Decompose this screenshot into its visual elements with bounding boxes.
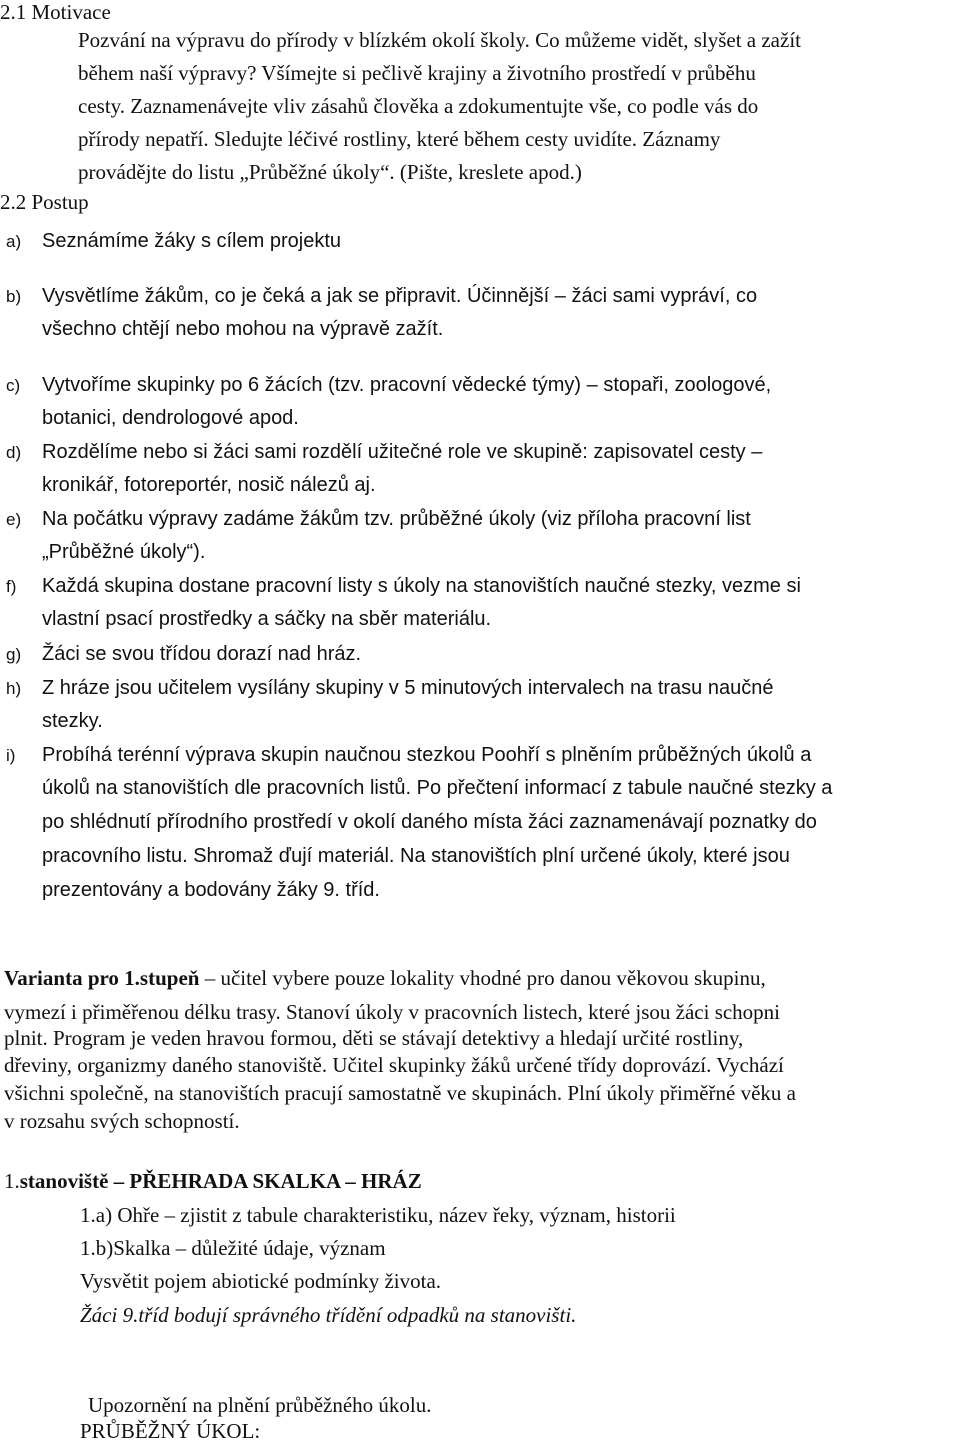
stanoviste-line: 1.a) Ohře – zjistit z tabule charakteristiku, název řeky, význam, historii	[80, 1203, 676, 1227]
list-item-text: Každá skupina dostane pracovní listy s úkoly na stanovištích naučné stezky, vezme si	[42, 575, 801, 597]
list-item-text: Rozdělíme nebo si žáci sami rozdělí užitečné role ve skupině: zapisovatel cesty –	[42, 441, 763, 463]
prubezny-ukol-heading: PRŮBĚŽNÝ ÚKOL:	[80, 1419, 261, 1443]
list-item	[6, 574, 801, 599]
list-item-text: Vytvoříme skupinky po 6 žácích (tzv. pracovní vědecké týmy) – stopaři, zoologové,	[42, 374, 772, 396]
list-item-text: Vysvětlíme žákům, co je čeká a jak se připravit. Účinnější – žáci sami vypráví, co	[42, 285, 758, 307]
list-item	[6, 373, 771, 398]
varianta-line: vymezí i přiměřenou délku trasy. Stanoví úkoly v pracovních listech, které jsou žáci schopni	[4, 1000, 781, 1024]
list-item	[6, 507, 751, 532]
list-item-continuation: botanici, dendrologové apod.	[42, 407, 299, 429]
section-heading-postup: 2.2 Postup	[0, 190, 89, 214]
stanoviste-number: 1.	[4, 1169, 20, 1193]
list-item-continuation: pracovního listu. Shromaž ďují materiál. Na stanovištích plní určené úkoly, které jsou	[42, 845, 790, 867]
list-item-label: c)	[6, 376, 21, 395]
list-item-continuation: úkolů na stanovištích dle pracovních listů. Po přečtení informací z tabule naučné stezky a	[42, 777, 833, 799]
list-item-continuation: vlastní psací prostředky a sáčky na sběr materiálu.	[42, 608, 492, 630]
motivace-line: provádějte do listu „Průběžné úkoly“. (Pište, kreslete apod.)	[78, 160, 582, 184]
stanoviste-line: 1.b)Skalka – důležité údaje, význam	[80, 1236, 386, 1260]
motivace-line: během naší výpravy? Všímejte si pečlivě krajiny a životního prostředí v průběhu	[78, 61, 756, 85]
motivace-line: cesty. Zaznamenávejte vliv zásahů člověka a zdokumentujte vše, co podle vás do	[78, 94, 759, 118]
list-item-continuation: kronikář, fotoreportér, nosič nálezů aj.	[42, 474, 376, 496]
list-item-text: Probíhá terénní výprava skupin naučnou stezkou Poohří s plněním průběžných úkolů a	[42, 744, 812, 766]
motivace-line: Pozvání na výpravu do přírody v blízkém okolí školy. Co můžeme vidět, slyšet a zažít	[78, 28, 801, 52]
varianta-line: plnit. Program je veden hravou formou, děti se stávají detektivy a hledají určité rostliny,	[4, 1026, 744, 1050]
list-item	[6, 229, 341, 254]
list-item-label: h)	[6, 679, 22, 698]
varianta-text: – učitel vybere pouze lokality vhodné pro danou věkovou skupinu,	[199, 966, 766, 990]
stanoviste-italic-note: Žáci 9.tříd bodují správného třídění odpadků na stanovišti.	[80, 1303, 577, 1327]
list-item-text: Na počátku výpravy zadáme žákům tzv. průběžné úkoly (viz příloha pracovní list	[42, 508, 751, 530]
varianta-paragraph	[4, 966, 766, 990]
list-item	[6, 676, 773, 701]
list-item	[6, 743, 811, 768]
section-heading-motivace: 2.1 Motivace	[0, 0, 111, 24]
list-item-label: f)	[6, 577, 17, 596]
list-item-label: a)	[6, 232, 22, 251]
varianta-heading: Varianta pro 1.stupeň	[4, 966, 200, 990]
list-item-text: Z hráze jsou učitelem vysílány skupiny v 5 minutových intervalech na trasu naučné	[42, 677, 774, 699]
list-item-continuation: prezentovány a bodovány žáky 9. tříd.	[42, 879, 380, 901]
stanoviste-heading	[4, 1169, 422, 1193]
list-item-label: e)	[6, 510, 22, 529]
list-item-text: Žáci se svou třídou dorazí nad hráz.	[42, 643, 362, 665]
list-item-continuation: stezky.	[42, 710, 103, 732]
upozorneni-note: Upozornění na plnění průběžného úkolu.	[88, 1393, 432, 1417]
varianta-line: v rozsahu svých schopností.	[4, 1109, 240, 1133]
list-item-continuation: „Průběžné úkoly“).	[42, 541, 206, 563]
motivace-line: přírody nepatří. Sledujte léčivé rostliny, které během cesty uvidíte. Záznamy	[78, 127, 721, 151]
stanoviste-title: stanoviště – PŘEHRADA SKALKA – HRÁZ	[19, 1169, 422, 1193]
list-item-continuation: po shlédnutí přírodního prostředí v okolí daného místa žáci zaznamenávají poznatky do	[42, 811, 817, 833]
list-item-label: i)	[6, 746, 16, 765]
list-item-text: Seznámíme žáky s cílem projektu	[42, 230, 341, 252]
list-item-label: d)	[6, 443, 22, 462]
list-item	[6, 284, 757, 309]
list-item	[6, 642, 361, 667]
list-item	[6, 440, 762, 465]
stanoviste-line: Vysvětit pojem abiotické podmínky života.	[80, 1269, 442, 1293]
list-item-label: b)	[6, 287, 22, 306]
list-item-continuation: všechno chtějí nebo mohou na výpravě zažít.	[42, 318, 444, 340]
varianta-line: dřeviny, organizmy daného stanoviště. Učitel skupinky žáků určené třídy doprovází. Vychází	[4, 1053, 784, 1077]
varianta-line: všichni společně, na stanovištích pracují samostatně ve skupinách. Plní úkoly přiměřné věku a	[4, 1081, 796, 1105]
list-item-label: g)	[6, 645, 22, 664]
